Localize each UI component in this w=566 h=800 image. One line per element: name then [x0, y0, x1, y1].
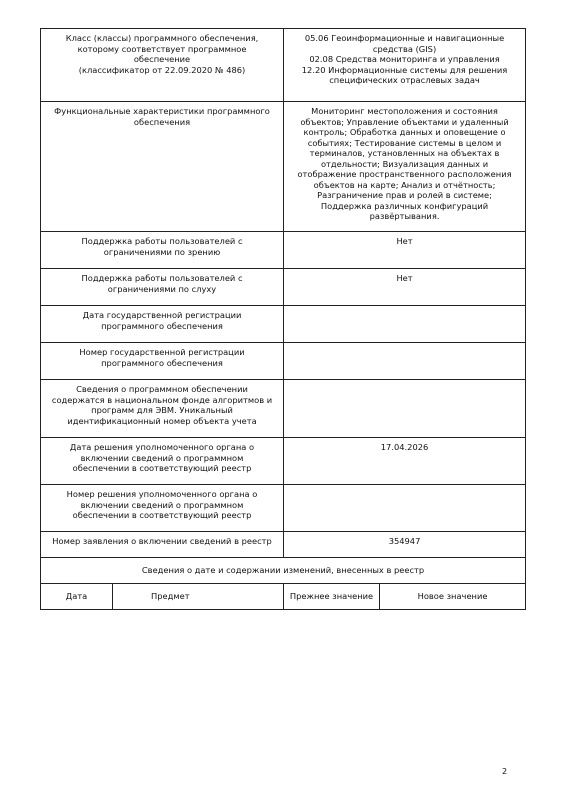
row-value: 17.04.2026 — [284, 438, 526, 485]
row-label: Дата решения уполномоченного органа о включении сведений о программном обеспечении в соответствующий реестр — [41, 438, 284, 485]
row-label: Поддержка работы пользователей с ограничениями по зрению — [41, 232, 284, 269]
row-application-number — [41, 532, 526, 558]
row-label: Номер заявления о включении сведений в реестр — [41, 532, 284, 558]
row-value — [284, 380, 526, 438]
changes-header-row — [41, 584, 526, 610]
row-label: Поддержка работы пользователей с ограничениями по слуху — [41, 269, 284, 306]
row-label: Дата государственной регистрации программного обеспечения — [41, 306, 284, 343]
column-header-old-value: Прежнее значение — [284, 584, 380, 610]
changes-title: Сведения о дате и содержании изменений, внесенных в реестр — [41, 558, 526, 584]
page-number: 2 — [502, 767, 508, 776]
row-value: Нет — [284, 232, 526, 269]
row-registration-date — [41, 306, 526, 343]
row-label: Номер решения уполномоченного органа о включении сведений о программном обеспечении в соответствующий реестр — [41, 485, 284, 532]
row-vision-support — [41, 232, 526, 269]
row-value — [284, 306, 526, 343]
row-value: 354947 — [284, 532, 526, 558]
row-national-fund — [41, 380, 526, 438]
row-value: 05.06 Геоинформационные и навигационные средства (GIS) 02.08 Средства мониторинга и управления 12.20 Информационные системы для решения специфических отраслевых задач — [284, 29, 526, 102]
column-header-new-value: Новое значение — [380, 584, 526, 610]
row-decision-date — [41, 438, 526, 485]
row-label: Функциональные характеристики программного обеспечения — [41, 102, 284, 232]
row-decision-number — [41, 485, 526, 532]
column-header-subject: Предмет — [113, 584, 284, 610]
row-functional-characteristics — [41, 102, 526, 232]
row-hearing-support — [41, 269, 526, 306]
row-value: Нет — [284, 269, 526, 306]
row-label: Сведения о программном обеспечении содержатся в национальном фонде алгоритмов и программ для ЭВМ. Уникальный идентификационный номер объекта учета — [41, 380, 284, 438]
row-label: Класс (классы) программного обеспечения, которому соответствует программное обеспечение (классификатор от 22.09.2020 № 486) — [41, 29, 284, 102]
row-value: Мониторинг местоположения и состояния объектов; Управление объектами и удаленный контроль; Обработка данных и оповещение о событиях; Тестирование системы в целом и терминалов, установленных на объектах в отдельности; Визуализация данных и отображение пространственного расположения объектов на карте; Анализ и отчётность; Разграничение прав и ролей в системе; Поддержка различных конфигураций развёртывания. — [284, 102, 526, 232]
row-label: Номер государственной регистрации программного обеспечения — [41, 343, 284, 380]
row-value — [284, 485, 526, 532]
column-header-date: Дата — [41, 584, 113, 610]
changes-title-row — [41, 558, 526, 584]
registry-table — [40, 28, 526, 610]
row-registration-number — [41, 343, 526, 380]
row-software-class — [41, 29, 526, 102]
row-value — [284, 343, 526, 380]
